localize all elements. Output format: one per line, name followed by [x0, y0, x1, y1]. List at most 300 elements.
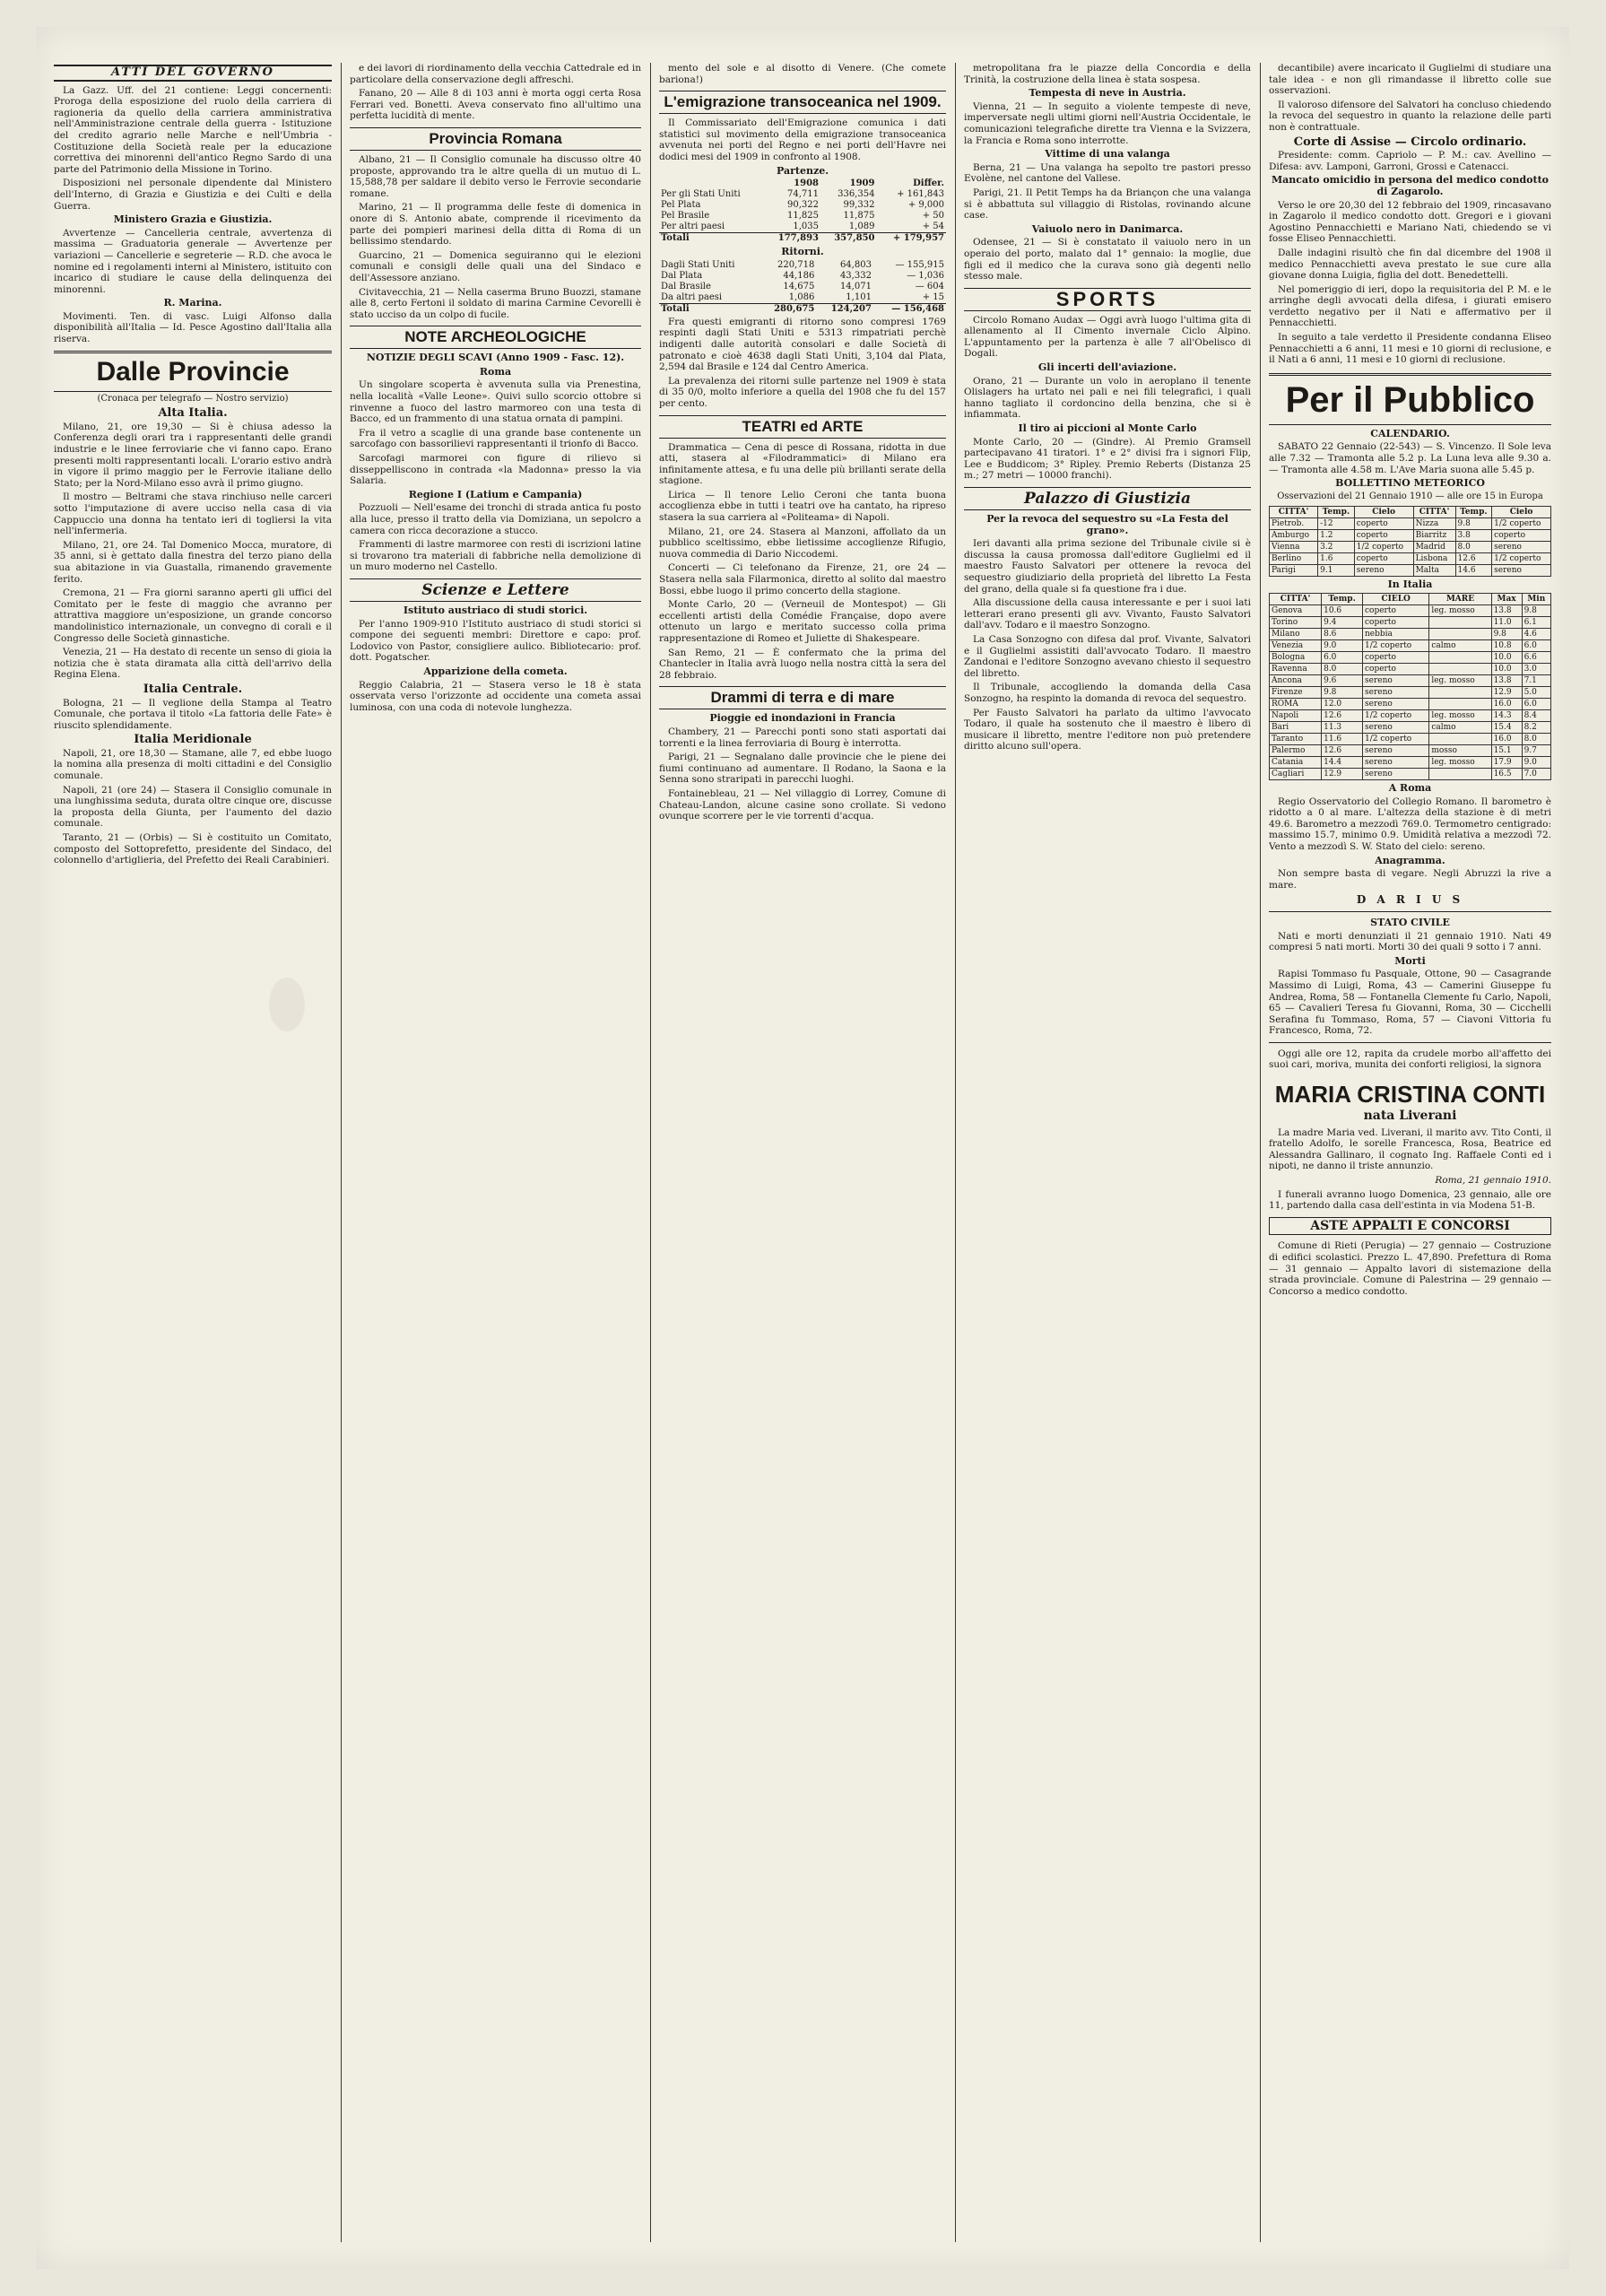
table-cell: 13.8 [1491, 675, 1522, 687]
table-cell: 1/2 coperto [1492, 518, 1551, 530]
column-divider [1260, 63, 1261, 2242]
article-paragraph: Per l'anno 1909-910 l'Istituto austriaco di studi storici si compone dei seguenti membri: Direttore e capo: prof. Lodovico von Pastor, consigliere aulico. Bibliotecario: prof. dott. Pogatscher. [350, 618, 641, 664]
table-cell: Berlino [1270, 553, 1318, 565]
table-cell: 10.8 [1491, 640, 1522, 652]
section-heading-atti: ATTI DEL GOVERNO [54, 65, 332, 82]
table-cell: 6.0 [1522, 640, 1550, 652]
aste-text: Comune di Rieti (Perugia) — 27 gennaio — Costruzione di edifici scolastici. Prezzo L. 47,890. Prefettura di Roma — 31 gennaio — Appalto lavori di sistemazione della strada provinciale. Comune di Palestrina — 29 gennaio — Concorso a medico condotto. [1269, 1240, 1551, 1297]
weather-table-europe [1269, 506, 1551, 577]
article-paragraph: Frammenti di lastre marmoree con resti di iscrizioni latine si trovarono tra materiali di fabbriche nella demolizione di un muro moderno nel Castello. [350, 539, 641, 573]
table-cell: coperto [1363, 605, 1429, 617]
anagramma-heading: Anagramma. [1375, 854, 1445, 866]
subheading: Vittime di una valanga [1045, 148, 1170, 161]
table-cell: coperto [1363, 617, 1429, 629]
article-paragraph: Napoli, 21, ore 18,30 — Stamane, alle 7, ed ebbe luogo la nomina alla presenza di molti cittadini e del Consiglio comunale. [54, 747, 332, 782]
table-cell: 64,803 [839, 259, 872, 270]
table-cell: 9.8 [1522, 605, 1550, 617]
morti-text: Rapisi Tommaso fu Pasquale, Ottone, 90 — Casagrande Massimo di Luigi, Roma, 43 — Camerini Giuseppe fu Andrea, Roma, 58 — Fontanella Clemente fu Carlo, Napoli, 65 — Cavalieri Teresa fu Giovanni, Roma, 30 — Cicchelli Serafina fu Tommaso, Roma, 57 — Ciavoni Vittoria fu Francesco, Roma, 72. [1269, 969, 1551, 1037]
table-header-cell: CITTA' [1270, 507, 1318, 518]
article-paragraph: Ieri davanti alla prima sezione del Tribunale civile si è discussa la causa promossa dall'editore Guglielmi ed il maestro Fausto Salvatori per ottenere la revoca del sequestro giudiziario della proprietà del libretto La Festa del grano, della quale si fa questione fra i due. [964, 538, 1251, 595]
table-cell: Palermo [1270, 745, 1322, 757]
table-total-row [659, 233, 946, 245]
table-cell: + 50 [922, 211, 944, 222]
column-1 [54, 63, 332, 2242]
table-cell: + 161,843 [897, 189, 944, 200]
article-paragraph: Avvertenze — Cancelleria centrale, avvertenza di massima — Graduatoria generale — Avvertenze per variazioni — Cancellerie e segreterie — R.D. che avoca le nomine ed i regolamenti interni al Ministero, istituito con incarico di studiare le cause della delinquenza dei minorenni. [54, 227, 332, 295]
article-paragraph: Per Fausto Salvatori ha parlato da ultimo l'avvocato Todaro, il quale ha sostenuto che il maestro è libero di musicare il libretto, mentre l'editore non può pretendere diritto alcuno sull'opera. [964, 707, 1251, 752]
table-cell: calmo [1429, 640, 1491, 652]
article-paragraph: Milano, 21, ore 24. Stasera al Manzoni, affollato da un pubblico sceltissimo, ebbe lietissime accoglienze Rifugio, nuova commedia di Dario Niccodemi. [659, 526, 946, 560]
table-cell: 8.6 [1322, 629, 1363, 640]
subheading: Gli incerti dell'aviazione. [1037, 361, 1177, 374]
table-cell: 16.0 [1491, 699, 1522, 710]
table-cell: 1,101 [846, 291, 872, 302]
article-paragraph: Fra questi emigranti di ritorno sono compresi 1769 respinti dagli Stati Uniti e 5313 rimpatriati perchè indigenti dalle autorità consolari e dalle Società di patronato e cioè 4638 dagli Stati Uniti, 3,104 dal Plata, 2,594 dal Brasile e 124 dal Centro America. [659, 316, 946, 373]
table-cell: coperto [1363, 664, 1429, 675]
article-paragraph: Lirica — Il tenore Lelio Ceroni che tanta buona accoglienza ebbe in tutti i teatri ove ha cantato, ha ripreso stasera la sua carriera al «Politeama» di Napoli. [659, 489, 946, 524]
subheading: Ministero Grazia e Giustizia. [113, 213, 273, 226]
table-cell: sereno [1354, 565, 1413, 577]
table-cell: coperto [1363, 652, 1429, 664]
article-paragraph: Guarcino, 21 — Domenica seguiranno qui le elezioni comunali e consigli delle quali una del Sindaco e dell'Assessore anziano. [350, 249, 641, 283]
table-cell: 3.8 [1455, 530, 1492, 542]
table-cell: leg. mosso [1429, 605, 1491, 617]
table-cell: 9.8 [1455, 518, 1492, 530]
table-cell: 9.7 [1522, 745, 1550, 757]
table-header-cell: CIELO [1363, 594, 1429, 605]
subheading: R. Marina. [163, 297, 222, 309]
table-cell: 7.1 [1522, 675, 1550, 687]
article-paragraph: Dalle indagini risultò che fin dal dicembre del 1908 il medico Pennacchietti aveva prestato le sue cure alla giovane donna Luigia, figlia del dott. Benedettelli. [1269, 247, 1551, 282]
article-paragraph: Drammatica — Cena di pesce di Rossana, ridotta in due atti, stasera al «Filodrammatici» di Milano era infinitamente attesa, e fu una delle più brillanti serate della stagione. [659, 441, 946, 487]
table-cell: 9.1 [1318, 565, 1355, 577]
column-2 [350, 63, 641, 2242]
table-cell: 11.0 [1491, 617, 1522, 629]
section-heading-per-il-pubblico: Per il Pubblico [1269, 373, 1551, 425]
article-paragraph: Sarcofagi marmorei con figure di rilievo si disseppelliscono in contrada «la Madonna» presso la via Salaria. [350, 453, 641, 487]
section-heading-palazzo-giustizia: Palazzo di Giustizia [964, 487, 1251, 510]
newspaper-page [36, 27, 1569, 2269]
section-subheading: (Cronaca per telegrafo — Nostro servizio) [97, 393, 289, 404]
table-cell: + 179,957 [876, 233, 946, 245]
separator [1269, 1042, 1551, 1043]
article-paragraph: La Gazz. Uff. del 21 contiene: Leggi concernenti: Proroga della esposizione del ruolo della carriera di ragioneria da quello della carriera amministrativa nell'Amministrazione centrale della guerra - Istituzione del credito agrario nelle Marche e nell'Umbria - Costituzione della Società reale per la educazione correttiva dei minorenni dell'antico Regno Sardo di una parte del Patrimonio della Missione in Torino. [54, 84, 332, 175]
subheading: Per la revoca del sequestro su «La Festa del grano». [986, 513, 1228, 536]
table-cell: sereno [1363, 699, 1429, 710]
article-paragraph: La prevalenza dei ritorni sulle partenze nel 1909 è stata di 35 0/0, molto inferiore a quella del 1908 che fu del 157 per cento. [659, 375, 946, 409]
table-row [1270, 617, 1551, 629]
table-row [1270, 687, 1551, 699]
article-paragraph: Verso le ore 20,30 del 12 febbraio del 1909, rincasavano in Zagarolo il medico condotto dott. Gregori e i giovani Agostino Pennacchietti e Mariano Nati, chiedendo se vi fosse Eliseo Pennacchietti. [1269, 199, 1551, 245]
table-cell: 1.2 [1318, 530, 1355, 542]
anagramma-solution: D A R I U S [1356, 893, 1464, 907]
column-4 [964, 63, 1251, 2242]
table-header-cell: Temp. [1455, 507, 1492, 518]
article-paragraph: e dei lavori di riordinamento della vecchia Cattedrale ed in particolare della conservazione degli affreschi. [350, 63, 641, 85]
table-cell: 12.9 [1322, 769, 1363, 780]
subheading: Regione I (Latium e Campania) [408, 488, 583, 500]
table-cell: 14,071 [839, 281, 872, 291]
stato-civile-text: Nati e morti denunziati il 21 gennaio 1910. Nati 49 compresi 5 nati morti. Morti 30 dei quali 9 sotto i 7 anni. [1269, 930, 1551, 953]
table-cell: Dal Plata [661, 270, 703, 281]
weather-table-italy [1269, 593, 1551, 780]
table-cell: 4.6 [1522, 629, 1550, 640]
table-cell: Dal Brasile [661, 281, 711, 291]
table-cell: 14.3 [1491, 710, 1522, 722]
table-header-cell: 1909 [849, 178, 875, 189]
table-cell: Bari [1270, 722, 1322, 734]
article-paragraph: Un singolare scoperta è avvenuta sulla via Prenestina, nella località «Valle Leone». Quivi sullo scorcio ottobre si rinvenne a fuoco del lastro marmoreo con una testa di Bacco, ed un frammento di una statua ornata di pampini. [350, 379, 641, 425]
region-heading: Italia Centrale. [143, 682, 243, 696]
table-row [659, 282, 946, 292]
table-cell: Pietrob. [1270, 518, 1318, 530]
a-roma-heading: A Roma [1388, 782, 1432, 794]
table-cell: 5.0 [1522, 687, 1550, 699]
article-paragraph: Fra il vetro a scaglie di una grande base contenente un sarcofago con bassorilievi rappresentanti il trionfo di Bacco. [350, 427, 641, 450]
emigration-table-returns [659, 260, 946, 315]
article-paragraph: Civitavecchia, 21 — Nella caserma Bruno Buozzi, stamane alle 8, certo Fertoni il soldato di marina Carmine Cevorelli è stato ucciso da un colpo di fucile. [350, 286, 641, 320]
table-row [1270, 553, 1551, 565]
table-cell: + 9,000 [907, 200, 944, 211]
table-cell: 1/2 coperto [1363, 734, 1429, 745]
table-header-cell: Temp. [1318, 507, 1355, 518]
table-cell [1429, 769, 1491, 780]
table-cell: coperto [1354, 518, 1413, 530]
table-cell: 43,332 [839, 270, 872, 281]
table-cell: 8.0 [1322, 664, 1363, 675]
article-paragraph: Movimenti. Ten. di vasc. Luigi Alfonso dalla disponibilità all'Italia — Id. Pesce Agostino dall'Italia alla riserva. [54, 310, 332, 345]
section-heading-drammi: Drammi di terra e di mare [659, 686, 946, 709]
table-cell [1429, 699, 1491, 710]
table-header-cell: Cielo [1354, 507, 1413, 518]
table-row [1270, 745, 1551, 757]
region-heading: Italia Meridionale [134, 733, 252, 747]
table-header-cell: Cielo [1492, 507, 1551, 518]
table-cell: 1/2 coperto [1354, 542, 1413, 553]
article-paragraph: Venezia, 21 — Ha destato di recente un senso di gioia la notizia che è stata diramata alla città dell'arrivo della Regina Elena. [54, 647, 332, 681]
table-cell: 16.0 [1491, 734, 1522, 745]
table-cell [1429, 652, 1491, 664]
table-cell: 6.0 [1322, 652, 1363, 664]
table-row [1270, 734, 1551, 745]
table-cell [1429, 617, 1491, 629]
table-cell: sereno [1363, 687, 1429, 699]
section-heading-teatri-arte: TEATRI ed ARTE [659, 415, 946, 439]
anagramma-text: Non sempre basta di vegare. Negli Abruzzi la rive a mare. [1269, 868, 1551, 891]
table-cell: sereno [1363, 745, 1429, 757]
article-paragraph: Il Commissariato dell'Emigrazione comunica i dati statistici sul movimento della emigrazione transoceanica avvenuta nei porti del Regno e nei porti dell'Havre nei dodici mesi del 1909 in confronto al 1908. [659, 117, 946, 162]
table-row [1270, 629, 1551, 640]
subheading: Corte di Assise — Circolo ordinario. [1293, 135, 1527, 149]
article-paragraph: mento del sole e al disotto di Venere. (Che comete bariona!) [659, 63, 946, 85]
table-header-cell: Max [1491, 594, 1522, 605]
table-row [1270, 640, 1551, 652]
table-cell: 12.6 [1322, 710, 1363, 722]
article-paragraph: Napoli, 21 (ore 24) — Stasera il Consiglio comunale in una lunghissima seduta, durata oltre cinque ore, discusse la proposta della Giunta, per l'aumento del dazio comunale. [54, 784, 332, 830]
table-cell: mosso [1429, 745, 1491, 757]
table-row [1270, 710, 1551, 722]
table-cell: 17.9 [1491, 757, 1522, 769]
article-paragraph: Berna, 21 — Una valanga ha sepolto tre pastori presso Evolène, nel cantone del Vallese. [964, 161, 1251, 185]
table-row [659, 260, 946, 271]
article-paragraph: Il valoroso difensore del Salvatori ha concluso chiedendo la revoca del sequestro in quanto la relazione delle parti non è contrattuale. [1269, 99, 1551, 133]
article-paragraph: Taranto, 21 — (Orbis) — Si è costituito un Comitato, composto del Sottoprefetto, presidente del Sindaco, del colonnello d'artiglieria, del Prefetto dei Reali Carabinieri. [54, 832, 332, 866]
table-cell: Per gli Stati Uniti [661, 189, 741, 200]
article-paragraph: Concerti — Ci telefonano da Firenze, 21, ore 24 — Stasera nella sala Filarmonica, diretto al solito dal maestro Bossi, ebbe luogo il primo concerto della stagione. [659, 562, 946, 596]
article-paragraph: metropolitana fra le piazze della Concordia e della Trinità, la costruzione della linea è stata sospesa. [964, 63, 1251, 85]
table-cell [1429, 629, 1491, 640]
table-row [1270, 757, 1551, 769]
obituary-funeral: I funerali avranno luogo Domenica, 23 gennaio, alle ore 11, partendo dalla casa dell'estinta in via Modena 51-B. [1269, 1188, 1551, 1212]
section-subheading: NOTIZIE DEGLI SCAVI (Anno 1909 - Fasc. 12). [366, 352, 625, 364]
table-cell: 1/2 coperto [1492, 553, 1551, 565]
section-heading-emigrazione: L'emigrazione transoceanica nel 1909. [659, 91, 946, 114]
column-3 [659, 63, 946, 2242]
table-row [659, 271, 946, 282]
table-cell: Dagli Stati Uniti [661, 259, 735, 270]
table-cell: 15.4 [1491, 722, 1522, 734]
obituary-name: MARIA CRISTINA CONTI [1274, 1081, 1546, 1109]
table-cell: nebbia [1363, 629, 1429, 640]
table-cell: 1,086 [788, 291, 815, 302]
table-cell: 16.5 [1491, 769, 1522, 780]
table-cell: 9.4 [1322, 617, 1363, 629]
table-cell: Pel Plata [661, 200, 701, 211]
table-row [1270, 652, 1551, 664]
subheading: Il tiro ai piccioni al Monte Carlo [1018, 422, 1197, 435]
table-cell: Vienna [1270, 542, 1318, 553]
table-cell: 10.6 [1322, 605, 1363, 617]
subheading: Istituto austriaco di studi storici. [403, 604, 588, 616]
article-paragraph: Albano, 21 — Il Consiglio comunale ha discusso oltre 40 proposte, approvando tra le altre quella di un mutuo di L. 15,588,78 per saldare il debito verso le Ferrovie secondarie romane. [350, 153, 641, 199]
table-cell: Ravenna [1270, 664, 1322, 675]
stato-civile-heading: STATO CIVILE [1370, 916, 1450, 928]
table-cell: 14.6 [1455, 565, 1492, 577]
table-cell: 124,207 [816, 303, 873, 315]
article-paragraph: Milano, 21, ore 19,30 — Si è chiusa adesso la Conferenza degli orari tra i rappresentanti delle grandi industrie e le linee ferroviarie che vi fanno capo. Erano presenti molti rappresentanti locali. L'orario estivo andrà in vigore il primo maggio per le Ferrovie italiane dello Stato; per la Nord-Milano esso avrà il primo giugno. [54, 421, 332, 489]
table-cell: Taranto [1270, 734, 1322, 745]
table-cell: 99,332 [843, 200, 875, 211]
table-row [1270, 530, 1551, 542]
obituary-subname: nata Liverani [1363, 1109, 1457, 1124]
table-header-cell: Min [1522, 594, 1550, 605]
article-paragraph: Monte Carlo, 20 — (Gindre). Al Premio Gramsell partecipavano 41 tiratori. 1° e 2° divisi fra i signori Flip, Lee e Buddicom; 3° Ripley. Premio Reberts (Distanza 25 m.; 27 metri — 10000 franchi). [964, 436, 1251, 482]
table-row [1270, 664, 1551, 675]
table-header-cell: MARE [1429, 594, 1491, 605]
article-paragraph: Presidente: comm. Capriolo — P. M.: cav. Avellino — Difesa: avv. Lamponi, Garroni, Grossi e Catenacci. [1269, 150, 1551, 172]
table-cell: 1.6 [1318, 553, 1355, 565]
table-cell: + 15 [922, 291, 944, 302]
table-cell: 3.2 [1318, 542, 1355, 553]
calendar-text: SABATO 22 Gennaio (22-543) — S. Vincenzo. Il Sole leva alle 7.32 — Tramonta alle 5.2 p. La Luna leva alle 9.30 a. — Tramonta alle 4.58 m. L'Ave Maria suona alle 5.45 p. [1269, 441, 1551, 475]
aste-heading: ASTE APPALTI E CONCORSI [1269, 1217, 1551, 1236]
table-cell: 10.0 [1491, 664, 1522, 675]
table-cell: + 54 [922, 222, 944, 232]
table-cell: 10.0 [1491, 652, 1522, 664]
table-cell: 15.1 [1491, 745, 1522, 757]
table-cell: 74,711 [787, 189, 819, 200]
table-cell: ROMA [1270, 699, 1322, 710]
article-paragraph: Marino, 21 — Il programma delle feste di domenica in onore di S. Antonio abate, comprende il ricevimento da parte dei pompieri marinesi della ditta di Roma di un bellissimo stendardo. [350, 202, 641, 248]
subheading: Tempesta di neve in Austria. [1029, 87, 1186, 100]
table-cell: Milano [1270, 629, 1322, 640]
separator [1269, 911, 1551, 912]
subheading: Roma [479, 365, 512, 378]
table-header-cell: CITTA' [1413, 507, 1455, 518]
article-paragraph: Disposizioni nel personale dipendente dal Ministero dell'Interno, di Grazia e Giustizia e dei Culti e della Guerra. [54, 178, 332, 212]
table-cell: 11,825 [787, 211, 819, 222]
article-paragraph: Bologna, 21 — Il veglione della Stampa al Teatro Comunale, che portava il titolo «La fattoria delle Fate» è riuscito splendidamente. [54, 697, 332, 731]
table-cell: coperto [1354, 553, 1413, 565]
table-cell: — 155,915 [895, 259, 944, 270]
table-cell: 14.4 [1322, 757, 1363, 769]
table-cell: coperto [1354, 530, 1413, 542]
table-row [1270, 769, 1551, 780]
article-paragraph: Parigi, 21 — Segnalano dalle provincie che le piene dei fiumi continuano ad aumentare. Il Rodano, la Saona e la Senna sono straripati in parecchi luoghi. [659, 752, 946, 786]
table-cell: sereno [1363, 722, 1429, 734]
table-cell: Bologna [1270, 652, 1322, 664]
table-row [659, 200, 946, 211]
table-cell: Malta [1413, 565, 1455, 577]
table-cell: 9.0 [1322, 640, 1363, 652]
a-roma-text: Regio Osservatorio del Collegio Romano. Il barometro è ridotto a 0 al mare. L'altezza della stazione è di metri 49.6. Barometro a mezzodì 769.0. Termometro centigrado: massimo 15.7, minimo 0.9. Umidità relativa a mezzodì 72. Vento a mezzodì S. W. Stato del cielo: sereno. [1269, 796, 1551, 852]
column-divider [955, 63, 956, 2242]
table-cell: 11,875 [843, 211, 875, 222]
article-paragraph: Chambery, 21 — Parecchi ponti sono stati asportati dai torrenti e la linea ferroviaria di Bourg è interrotta. [659, 726, 946, 749]
table-cell: 1/2 coperto [1363, 640, 1429, 652]
table-cell: leg. mosso [1429, 675, 1491, 687]
article-paragraph: Cremona, 21 — Fra giorni saranno aperti gli uffici del Comitato per le feste di maggio che avranno per attrattiva maggiore un'esposizione, un grande concorso mandolinistico internazionale, un convegno di corali e il Congresso delle Società ginnastiche. [54, 587, 332, 644]
article-paragraph: In seguito a tale verdetto il Presidente condanna Eliseo Pennacchietti a 6 anni, 11 mesi e 10 giorni di reclusione, e il Nati a 6 anni, 11 mesi e 10 giorni di reclusione. [1269, 332, 1551, 366]
article-paragraph: Il Tribunale, accogliendo la domanda della Casa Sonzogno, ha respinto la domanda di revoca del sequestro. [964, 682, 1251, 704]
table-cell: leg. mosso [1429, 757, 1491, 769]
table-cell: 336,354 [838, 189, 875, 200]
section-heading-sports: SPORTS [964, 288, 1251, 311]
article-paragraph: Parigi, 21. Il Petit Temps ha da Briançon che una valanga si è abbattuta sul villaggio di Ristolas, rovinando alcune case. [964, 187, 1251, 222]
table-cell: Genova [1270, 605, 1322, 617]
table-cell: 9.6 [1322, 675, 1363, 687]
table-row [1270, 542, 1551, 553]
table-cell: 6.6 [1522, 652, 1550, 664]
table-row [1270, 675, 1551, 687]
calendar-heading: CALENDARIO. [1370, 427, 1450, 439]
table-cell: Totali [659, 303, 760, 315]
subheading: Vaiuolo nero in Danimarca. [1031, 222, 1184, 235]
obituary-intro: Oggi alle ore 12, rapita da crudele morbo all'affetto dei suoi cari, moriva, munita dei conforti religiosi, la signora [1269, 1048, 1551, 1071]
table-cell: 7.0 [1522, 769, 1550, 780]
article-paragraph: Monte Carlo, 20 — (Verneuil de Montespot) — Gli eccellenti artisti della Comédie Française, dopo avere ottenuto un largo e meritato successo colla prima rappresentazione di Romeo et Juliette di Shakespeare. [659, 599, 946, 644]
table-cell: sereno [1363, 675, 1429, 687]
table-cell: sereno [1492, 565, 1551, 577]
article-paragraph: Alla discussione della causa interessante e per i suoi lati letterari erano presenti gli avv. Vivanto, Fausto Salvatori dall'avv. Todaro e il maestro Sonzogno. [964, 597, 1251, 631]
table-cell: 1/2 coperto [1363, 710, 1429, 722]
table-header-cell: Differ. [913, 178, 944, 189]
article-paragraph: Vienna, 21 — In seguito a violente tempeste di neve, imperversate negli ultimi giorni nell'Austria Occidentale, le comunicazioni telegrafiche dirette tra Vienna e la Svizzera, la Francia e Roma sono interrotte. [964, 100, 1251, 146]
table-cell [1429, 734, 1491, 745]
table-cell: 8.4 [1522, 710, 1550, 722]
table-cell: 9.8 [1491, 629, 1522, 640]
article-paragraph: Orano, 21 — Durante un volo in aeroplano il tenente Olislagers ha urtato nei pali e nei fili telegrafici, i quali hanno tagliato il cordoncino della benzina, che si è infiammata. [964, 375, 1251, 421]
emigration-table-departures [659, 178, 946, 244]
column-divider [650, 63, 651, 2242]
table-cell: 280,675 [760, 303, 817, 315]
subheading: Apparizione della cometa. [423, 665, 568, 677]
table-cell: — 604 [915, 281, 944, 291]
table-cell: 177,893 [765, 233, 820, 245]
table-cell: Torino [1270, 617, 1322, 629]
table-cell: Nizza [1413, 518, 1455, 530]
table-cell: Da altri paesi [661, 291, 723, 302]
table-cell [1429, 687, 1491, 699]
table-row [659, 211, 946, 222]
article-paragraph: Nel pomeriggio di ieri, dopo la requisitoria del P. M. e le arringhe degli avvocati della difesa, i giurati emisero verdetto negativo per il Nati e affermativo per il Pennacchietti. [1269, 283, 1551, 329]
table-cell: 13.8 [1491, 605, 1522, 617]
table-row [1270, 699, 1551, 710]
table-caption: Ritorni. [781, 246, 824, 258]
table-cell: 9.0 [1522, 757, 1550, 769]
article-paragraph: Reggio Calabria, 21 — Stasera verso le 18 è stata osservata verso l'orizzonte ad occidente una cometa assai luminosa, con una coda di notevole lunghezza. [350, 679, 641, 713]
morti-heading: Morti [1394, 954, 1426, 967]
article-paragraph: Milano, 21, ore 24. Tal Domenico Mocca, muratore, di 35 anni, si è gettato dalla finestra del terzo piano della sua abitazione in via Guastalla, rimanendo gravemente ferito. [54, 539, 332, 585]
article-paragraph: Odensee, 21 — Si è constatato il vaiuolo nero in un operaio del porto, malato dal 1° gennaio: la moglie, due figli ed il medico che la curava sono già degenti nello stesso male. [964, 237, 1251, 283]
table-cell: 11.3 [1322, 722, 1363, 734]
region-heading: Alta Italia. [158, 406, 228, 421]
table-cell: sereno [1363, 769, 1429, 780]
obituary-text: La madre Maria ved. Liverani, il marito avv. Tito Conti, il fratello Adolfo, le sorelle Francesca, Rosa, Beatrice ed Alessandra Gallinaro, il cognato Ing. Raffaele Conti ed i nipoti, ne danno il triste annunzio. [1269, 1126, 1551, 1172]
table-cell: coperto [1492, 530, 1551, 542]
table-cell: 8.0 [1522, 734, 1550, 745]
table-caption: Partenze. [776, 164, 829, 177]
table-cell: 12.0 [1322, 699, 1363, 710]
table-cell: Amburgo [1270, 530, 1318, 542]
article-paragraph: Il mostro — Beltrami che stava rinchiuso nelle carceri sotto l'imputazione di avere ucciso nella casa di via Cappuccio una donna ha tentato ieri di togliersi la vita nell'infermeria. [54, 491, 332, 537]
article-paragraph: decantibile) avere incaricato il Guglielmi di studiare una tale idea - e non gli rimandasse il libretto colle sue osservazioni. [1269, 63, 1551, 97]
table-cell: Venezia [1270, 640, 1322, 652]
table-cell: 9.8 [1322, 687, 1363, 699]
table-header-cell: Temp. [1322, 594, 1363, 605]
table-total-row [659, 303, 946, 315]
table-cell [1429, 664, 1491, 675]
table-row [1270, 605, 1551, 617]
table-cell: 12.6 [1322, 745, 1363, 757]
table-cell: -12 [1318, 518, 1355, 530]
table-cell: sereno [1363, 757, 1429, 769]
table-cell: 14,675 [783, 281, 815, 291]
table-cell: Napoli [1270, 710, 1322, 722]
table-cell: Biarritz [1413, 530, 1455, 542]
table-cell: leg. mosso [1429, 710, 1491, 722]
table-cell: 8.0 [1455, 542, 1492, 553]
table-cell: — 156,468 [873, 303, 946, 315]
table-cell: Parigi [1270, 565, 1318, 577]
table-cell: Per altri paesi [661, 222, 725, 232]
article-paragraph: San Remo, 21 — È confermato che la prima del Chantecler in Italia avrà luogo nella nostra città la sera del 28 febbraio. [659, 647, 946, 681]
table-header-cell: 1908 [794, 178, 819, 189]
section-heading-note-archeologiche: NOTE ARCHEOLOGICHE [350, 326, 641, 349]
meteo-subheading: Osservazioni del 21 Gennaio 1910 — alle ore 15 in Europa [1277, 491, 1543, 501]
table-cell: 44,186 [783, 270, 815, 281]
subheading: Mancato omicidio in persona del medico condotto di Zagarolo. [1271, 174, 1550, 197]
table-cell: 1,089 [848, 222, 875, 232]
table-cell: 90,322 [787, 200, 819, 211]
table-row [1270, 565, 1551, 577]
table-row [659, 292, 946, 304]
table-cell: 8.2 [1522, 722, 1550, 734]
table-cell: Totali [659, 233, 765, 245]
table-cell: 12.9 [1491, 687, 1522, 699]
table-cell: 6.0 [1522, 699, 1550, 710]
table-row [659, 189, 946, 200]
